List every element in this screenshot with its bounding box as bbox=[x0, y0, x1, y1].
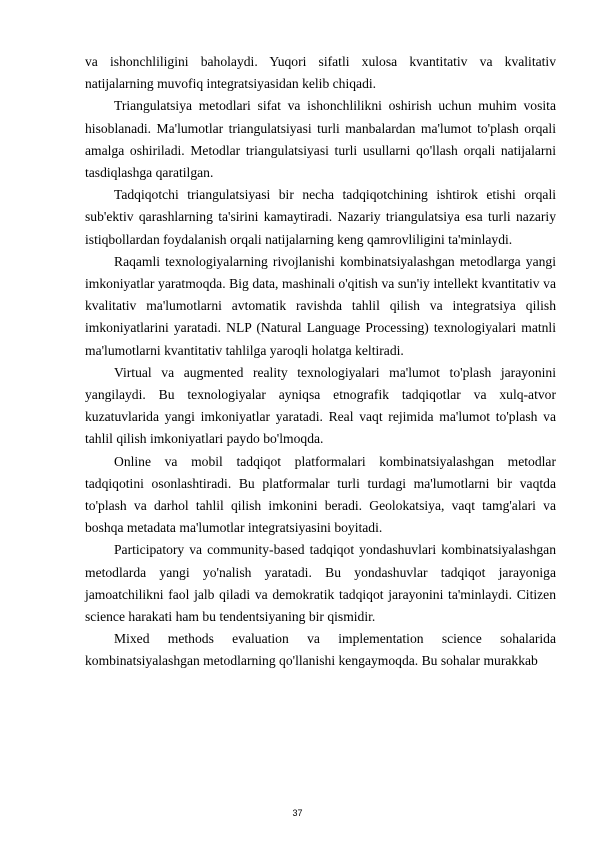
paragraph-virtual-reality: Virtual va augmented reality texnologiyalari ma'lumot to'plash jarayonini yangilaydi. Bu texnologiyalar ayniqsa etnografik tadqiqotlar va xulq-atvor kuzatuvlarida yangi imkoniyatlar yaratadi. Real vaqt rejimida ma'lumot to'plash va tahlil qilish imkoniyatlari paydo bo'lmoqda. bbox=[85, 364, 556, 447]
paragraph-researcher-triangulation: Tadqiqotchi triangulatsiyasi bir necha tadqiqotchining ishtirok etishi orqali sub'ektiv qarashlarning ta'sirini kamaytiradi. Nazariy triangulatsiya esa turli nazariy istiqbollardan foydalanish orqali natijalarning keng qamrovliligini ta'minlaydi. bbox=[85, 187, 556, 247]
paragraph-mixed-methods-evaluation: Mixed methods evaluation va implementation science sohalarida kombinatsiyalashgan metodlarning qo'llanishi kengaymoqda. Bu sohalar murakkab bbox=[85, 631, 556, 669]
paragraph-triangulation-methods: Triangulatsiya metodlari sifat va ishonchlilikni oshirish uchun muhim vosita hisoblanadi. Ma'lumotlar triangulatsiyasi turli manbalardan ma'lumot to'plash orqali amalga oshiriladi. Metodlar triangulatsiyasi turli usullarni qo'llash orqali natijalarni tasdiqlashga qaratilgan. bbox=[85, 98, 556, 181]
paragraph-online-platforms: Online va mobil tadqiqot platformalari kombinatsiyalashgan metodlar tadqiqotini osonlashtiradi. Bu platformalar turli turdagi ma'lumotlarni bir vaqtda to'plash va darhol tahlil qilish imkonini beradi. Geolokatsiya, vaqt tamg'alari va boshqa metadata ma'lumotlar integratsiyasini boyitadi. bbox=[85, 453, 556, 536]
paragraph-digital-technologies: Raqamli texnologiyalarning rivojlanishi kombinatsiyalashgan metodlarga yangi imkoniyatlar yaratmoqda. Big data, mashinali o'qitish va sun'iy intellekt kvantitativ va kvalitativ ma'lumotlarni avtomatik ravishda tahlil qilish va integratsiya qilish imkoniyatlarini yaratadi. NLP (Natural Language Processing) texnologiyalari matnli ma'lumotlarni kvantitativ tahlilga yaroqli holatga keltiradi. bbox=[85, 253, 556, 358]
paragraph-participatory-research: Participatory va community-based tadqiqot yondashuvlari kombinatsiyalashgan metodlarda yangi yo'nalish yaratadi. Bu yondashuvlar tadqiqot jarayoniga jamoatchilikni faol jalb qiladi va demokratik tadqiqot jarayonini ta'minlaydi. Citizen science harakati ham bu tendentsiyaning bir qismidir. bbox=[85, 542, 556, 625]
body-text bbox=[85, 51, 556, 673]
page-number: 37 bbox=[292, 808, 303, 818]
paragraph-continued: va ishonchliligini baholaydi. Yuqori sifatli xulosa kvantitativ va kvalitativ natijalarning muvofiq integratsiyasidan kelib chiqadi. bbox=[85, 54, 556, 92]
